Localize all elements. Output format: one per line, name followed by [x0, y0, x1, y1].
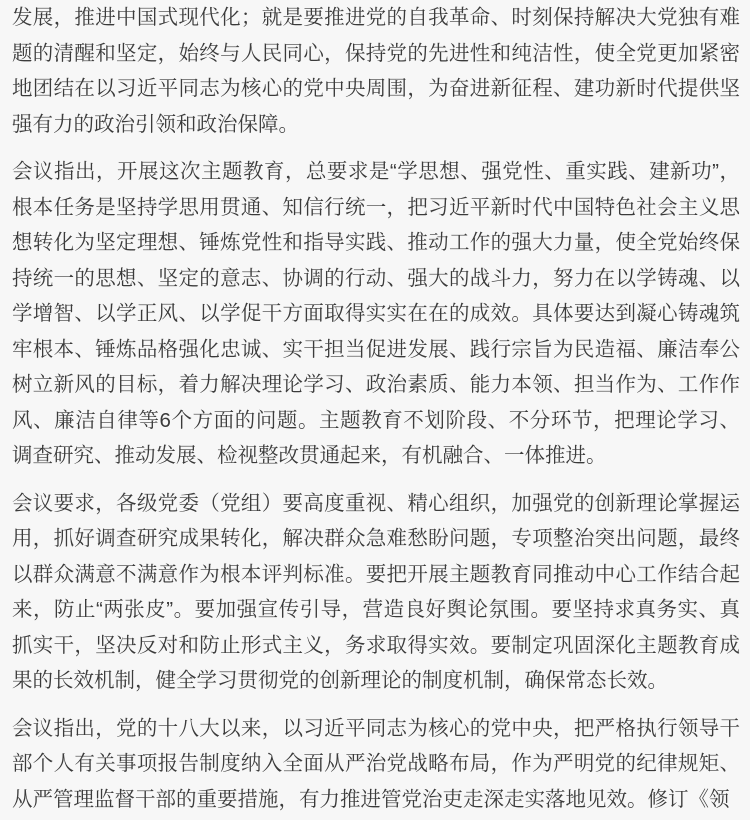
article-paragraph-3: 会议要求，各级党委（党组）要高度重视、精心组织，加强党的创新理论掌握运用，抓好调查研究成果转化，解决群众急难愁盼问题，专项整治突出问题，最终以群众满意不满意作为根本评判标准。要把开展主题教育同推动中心工作结合起来，防止“两张皮”。要加强宣传引导，营造良好舆论氛围。要坚持求真务实、真抓实干，坚决反对和防止形式主义，务求取得实效。要制定巩固深化主题教育成果的长效机制，健全学习贯彻党的创新理论的制度机制，确保常态长效。 — [12, 491, 740, 692]
article-paragraph-1: 发展，推进中国式现代化；就是要推进党的自我革命、时刻保持解决大党独有难题的清醒和坚定，始终与人民同心，保持党的先进性和纯洁性，使全党更加紧密地团结在以习近平同志为核心的党中央周围，为奋进新征程、建功新时代提供坚强有力的政治引领和政治保障。 — [12, 6, 740, 136]
article-paragraph-4: 会议指出，党的十八大以来，以习近平同志为核心的党中央，把严格执行领导干部个人有关事项报告制度纳入全面从严治党战略布局，作为严明党的纪律规矩、从严管理监督干部的重要措施，有力推进管党治吏走深走实落地见效。修订《领 — [12, 716, 740, 811]
article-paragraph-2: 会议指出，开展这次主题教育，总要求是“学思想、强党性、重实践、建新功”，根本任务是坚持学思用贯通、知信行统一，把习近平新时代中国特色社会主义思想转化为坚定理想、锤炼党性和指导实践、推动工作的强大力量，使全党始终保持统一的思想、坚定的意志、协调的行动、强大的战斗力，努力在以学铸魂、以学增智、以学正风、以学促干方面取得实实在在的成效。具体要达到凝心铸魂筑牢根本、锤炼品格强化忠诚、实干担当促进发展、践行宗旨为民造福、廉洁奉公树立新风的目标，着力解决理论学习、政治素质、能力本领、担当作为、工作作风、廉洁自律等6个方面的问题。主题教育不划阶段、不分环节，把理论学习、调查研究、推动发展、检视整改贯通起来，有机融合、一体推进。 — [12, 160, 740, 467]
